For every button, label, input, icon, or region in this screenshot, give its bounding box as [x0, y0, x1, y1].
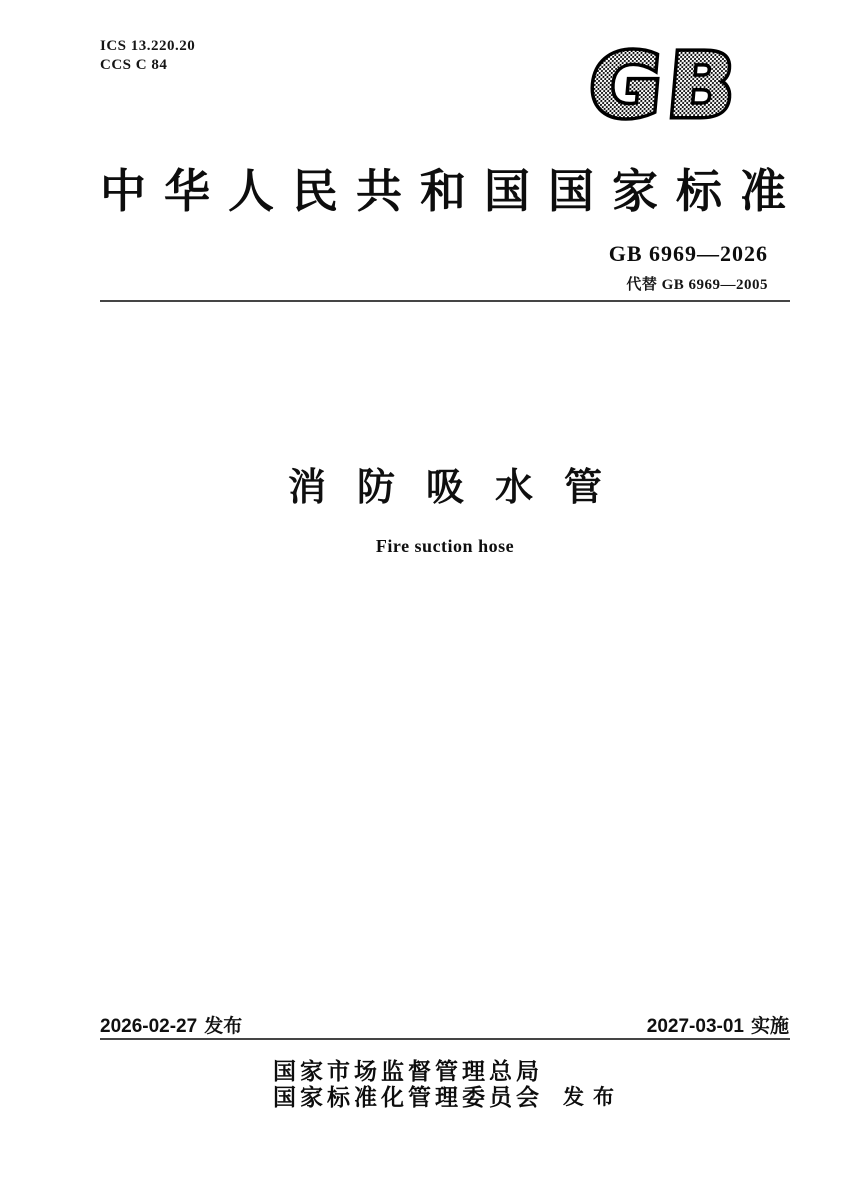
classification-codes — [100, 37, 195, 75]
gb-logo — [580, 36, 740, 131]
issue-date: 2026-02-27 — [100, 1016, 198, 1037]
issue-label: 发布 — [204, 1016, 243, 1037]
ccs-code: CCS C 84 — [100, 57, 168, 73]
document-title-en: Fire suction hose — [375, 536, 515, 556]
implementation-label: 实施 — [750, 1016, 789, 1037]
national-standard-title: 中华人民共和国国家标准 — [100, 166, 804, 217]
issuer-line-1: 国家市场监督管理总局 — [273, 1059, 543, 1084]
standard-number: GB 6969—2026 — [608, 241, 768, 266]
gb-logo-text: GB — [585, 36, 740, 131]
standard-number-block — [609, 241, 768, 294]
implementation-date-line — [647, 1011, 789, 1038]
bottom-rule — [100, 1038, 790, 1040]
implementation-date: 2027-03-01 — [646, 1016, 744, 1037]
top-rule — [100, 300, 790, 302]
issuer-line-2: 国家标准化管理委员会 — [273, 1085, 543, 1110]
gb-logo-icon — [580, 36, 740, 131]
issuing-agencies — [273, 1059, 543, 1111]
ics-code: ICS 13.220.20 — [100, 38, 196, 54]
publish-label: 发布 — [563, 1085, 623, 1109]
issue-date-line — [100, 1011, 242, 1038]
replaces-note: 代替 GB 6969—2005 — [626, 277, 768, 293]
document-title-cn: 消防吸水管 — [288, 467, 634, 509]
